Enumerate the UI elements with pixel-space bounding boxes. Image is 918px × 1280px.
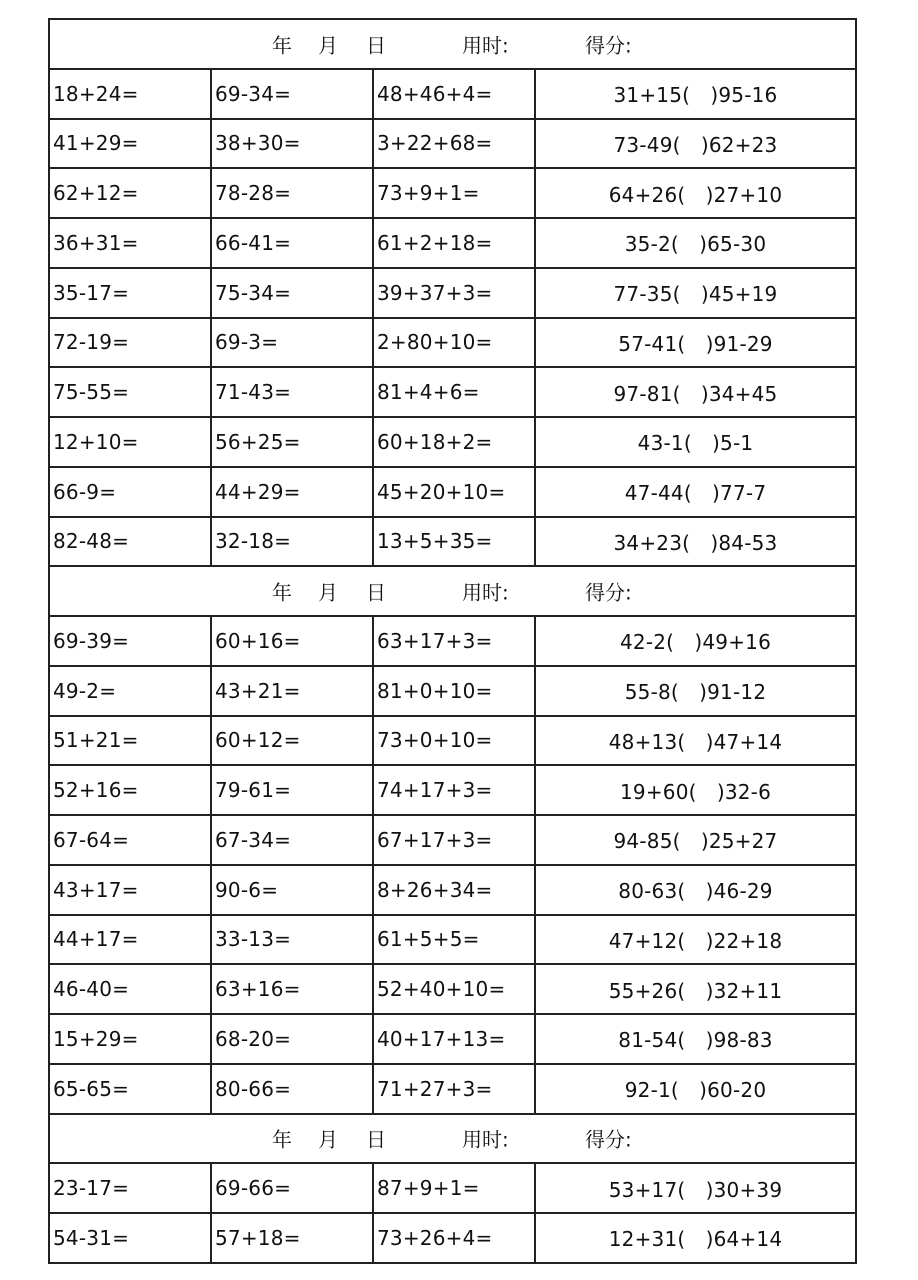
header-month-label: 月 (318, 1127, 338, 1152)
arithmetic-problem: 52+40+10= (374, 965, 536, 1013)
problem-row (50, 766, 857, 816)
section-header-row (50, 20, 857, 70)
comparison-problem: 80-63( )46-29 (536, 866, 857, 914)
arithmetic-problem: 13+5+35= (374, 518, 536, 566)
comparison-problem: 77-35( )45+19 (536, 269, 857, 317)
header-score-label: 得分: (585, 33, 632, 58)
comparison-problem: 42-2( )49+16 (536, 617, 857, 665)
problem-row (50, 518, 857, 568)
arithmetic-problem: 66-41= (212, 219, 374, 267)
comparison-problem: 19+60( )32-6 (536, 766, 857, 814)
arithmetic-problem: 71+27+3= (374, 1065, 536, 1113)
problem-row (50, 169, 857, 219)
problem-row (50, 667, 857, 717)
arithmetic-problem: 82-48= (50, 518, 212, 566)
header-year-label: 年 (272, 580, 292, 605)
arithmetic-problem: 48+46+4= (374, 70, 536, 118)
comparison-problem: 48+13( )47+14 (536, 717, 857, 765)
arithmetic-problem: 45+20+10= (374, 468, 536, 516)
comparison-problem: 55+26( )32+11 (536, 965, 857, 1013)
section-header (50, 20, 857, 68)
comparison-problem: 55-8( )91-12 (536, 667, 857, 715)
arithmetic-problem: 72-19= (50, 319, 212, 367)
problem-row (50, 916, 857, 966)
arithmetic-problem: 41+29= (50, 120, 212, 168)
header-month-label: 月 (318, 33, 338, 58)
arithmetic-problem: 90-6= (212, 866, 374, 914)
arithmetic-problem: 18+24= (50, 70, 212, 118)
comparison-problem: 31+15( )95-16 (536, 70, 857, 118)
problem-row (50, 468, 857, 518)
arithmetic-problem: 67+17+3= (374, 816, 536, 864)
problem-row (50, 965, 857, 1015)
arithmetic-problem: 63+16= (212, 965, 374, 1013)
section-header (50, 567, 857, 615)
comparison-problem: 94-85( )25+27 (536, 816, 857, 864)
arithmetic-problem: 43+21= (212, 667, 374, 715)
arithmetic-problem: 67-34= (212, 816, 374, 864)
arithmetic-problem: 8+26+34= (374, 866, 536, 914)
comparison-problem: 64+26( )27+10 (536, 169, 857, 217)
arithmetic-problem: 75-55= (50, 368, 212, 416)
problem-row (50, 219, 857, 269)
arithmetic-problem: 38+30= (212, 120, 374, 168)
problem-row (50, 368, 857, 418)
header-score-label: 得分: (585, 580, 632, 605)
comparison-problem: 81-54( )98-83 (536, 1015, 857, 1063)
problem-row (50, 269, 857, 319)
header-year-label: 年 (272, 1127, 292, 1152)
arithmetic-problem: 75-34= (212, 269, 374, 317)
arithmetic-problem: 68-20= (212, 1015, 374, 1063)
problem-row (50, 866, 857, 916)
section-header-row (50, 567, 857, 617)
arithmetic-problem: 15+29= (50, 1015, 212, 1063)
comparison-problem: 35-2( )65-30 (536, 219, 857, 267)
section-header-row (50, 1115, 857, 1165)
arithmetic-problem: 67-64= (50, 816, 212, 864)
arithmetic-problem: 78-28= (212, 169, 374, 217)
arithmetic-problem: 46-40= (50, 965, 212, 1013)
arithmetic-problem: 73+0+10= (374, 717, 536, 765)
arithmetic-problem: 81+4+6= (374, 368, 536, 416)
arithmetic-problem: 81+0+10= (374, 667, 536, 715)
arithmetic-problem: 66-9= (50, 468, 212, 516)
arithmetic-problem: 40+17+13= (374, 1015, 536, 1063)
arithmetic-problem: 43+17= (50, 866, 212, 914)
problem-row (50, 617, 857, 667)
arithmetic-problem: 12+10= (50, 418, 212, 466)
arithmetic-problem: 3+22+68= (374, 120, 536, 168)
header-time-used-label: 用时: (462, 580, 509, 605)
header-day-label: 日 (366, 580, 386, 605)
arithmetic-problem: 87+9+1= (374, 1164, 536, 1212)
arithmetic-problem: 44+29= (212, 468, 374, 516)
arithmetic-problem: 60+16= (212, 617, 374, 665)
problem-row (50, 717, 857, 767)
comparison-problem: 92-1( )60-20 (536, 1065, 857, 1113)
arithmetic-problem: 51+21= (50, 717, 212, 765)
arithmetic-problem: 57+18= (212, 1214, 374, 1262)
arithmetic-problem: 35-17= (50, 269, 212, 317)
comparison-problem: 53+17( )30+39 (536, 1164, 857, 1212)
header-score-label: 得分: (585, 1127, 632, 1152)
arithmetic-problem: 56+25= (212, 418, 374, 466)
problem-row (50, 70, 857, 120)
worksheet-table (48, 18, 857, 1264)
arithmetic-problem: 23-17= (50, 1164, 212, 1212)
arithmetic-problem: 73+9+1= (374, 169, 536, 217)
problem-row (50, 418, 857, 468)
comparison-problem: 73-49( )62+23 (536, 120, 857, 168)
arithmetic-problem: 71-43= (212, 368, 374, 416)
comparison-problem: 34+23( )84-53 (536, 518, 857, 566)
arithmetic-problem: 80-66= (212, 1065, 374, 1113)
arithmetic-problem: 79-61= (212, 766, 374, 814)
problem-row (50, 1214, 857, 1264)
arithmetic-problem: 60+12= (212, 717, 374, 765)
arithmetic-problem: 33-13= (212, 916, 374, 964)
arithmetic-problem: 54-31= (50, 1214, 212, 1262)
arithmetic-problem: 73+26+4= (374, 1214, 536, 1262)
problem-row (50, 816, 857, 866)
arithmetic-problem: 63+17+3= (374, 617, 536, 665)
arithmetic-problem: 69-66= (212, 1164, 374, 1212)
header-year-label: 年 (272, 33, 292, 58)
header-time-used-label: 用时: (462, 1127, 509, 1152)
comparison-problem: 57-41( )91-29 (536, 319, 857, 367)
problem-row (50, 120, 857, 170)
comparison-problem: 47-44( )77-7 (536, 468, 857, 516)
header-time-used-label: 用时: (462, 33, 509, 58)
problem-row (50, 1164, 857, 1214)
arithmetic-problem: 39+37+3= (374, 269, 536, 317)
arithmetic-problem: 65-65= (50, 1065, 212, 1113)
comparison-problem: 12+31( )64+14 (536, 1214, 857, 1262)
arithmetic-problem: 60+18+2= (374, 418, 536, 466)
arithmetic-problem: 32-18= (212, 518, 374, 566)
arithmetic-problem: 36+31= (50, 219, 212, 267)
arithmetic-problem: 61+5+5= (374, 916, 536, 964)
arithmetic-problem: 69-34= (212, 70, 374, 118)
header-day-label: 日 (366, 33, 386, 58)
arithmetic-problem: 2+80+10= (374, 319, 536, 367)
arithmetic-problem: 69-3= (212, 319, 374, 367)
arithmetic-problem: 69-39= (50, 617, 212, 665)
header-month-label: 月 (318, 580, 338, 605)
problem-row (50, 1065, 857, 1115)
arithmetic-problem: 62+12= (50, 169, 212, 217)
header-day-label: 日 (366, 1127, 386, 1152)
comparison-problem: 43-1( )5-1 (536, 418, 857, 466)
section-header (50, 1115, 857, 1163)
comparison-problem: 97-81( )34+45 (536, 368, 857, 416)
arithmetic-problem: 44+17= (50, 916, 212, 964)
arithmetic-problem: 74+17+3= (374, 766, 536, 814)
problem-row (50, 319, 857, 369)
arithmetic-problem: 49-2= (50, 667, 212, 715)
problem-row (50, 1015, 857, 1065)
arithmetic-problem: 52+16= (50, 766, 212, 814)
comparison-problem: 47+12( )22+18 (536, 916, 857, 964)
arithmetic-problem: 61+2+18= (374, 219, 536, 267)
